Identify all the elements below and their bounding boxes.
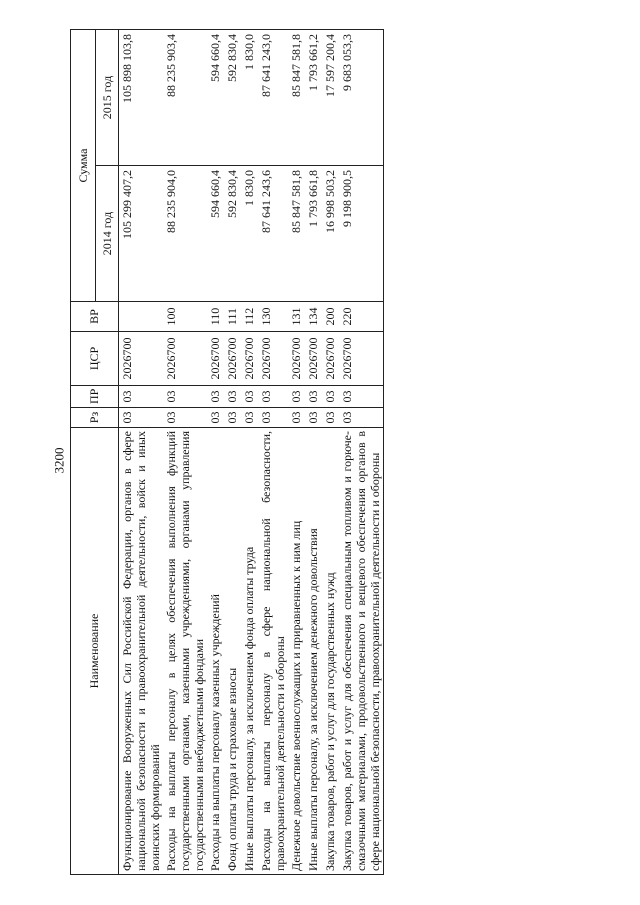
row-name: Расходы на выплаты персоналу казенных учреждений (207, 428, 224, 875)
row-2015: 1 793 661,2 (305, 29, 322, 165)
row-2015: 594 660,4 (207, 29, 224, 165)
table-row (322, 29, 339, 874)
row-2014: 592 830,4 (224, 166, 241, 302)
row-2015: 17 597 200,4 (322, 29, 339, 165)
header-rz: Рз (71, 408, 119, 428)
row-pr: 03 (322, 386, 339, 408)
row-pr: 03 (207, 386, 224, 408)
row-csr: 2026700 (119, 332, 164, 386)
row-name: Расходы на выплаты персоналу в целях обеспечения выполнения функций государственными органами, казенными учреждениями, органами управления государственными внебюджетными фондами (163, 428, 207, 875)
budget-table (70, 29, 384, 875)
row-2014: 87 641 243,6 (258, 166, 288, 302)
row-2015: 1 830,0 (241, 29, 258, 165)
row-2015: 9 683 053,3 (339, 29, 384, 165)
row-2014: 16 998 503,2 (322, 166, 339, 302)
row-vr: 134 (305, 302, 322, 332)
row-pr: 03 (241, 386, 258, 408)
row-name: Функционирование Вооруженных Сил Российской Федерации, органов в сфере национальной безопасности и правоохранительной деятельности, войск и иных воинских формирований (119, 428, 164, 875)
row-rz: 03 (339, 408, 384, 428)
row-vr: 112 (241, 302, 258, 332)
row-csr: 2026700 (207, 332, 224, 386)
row-vr: 200 (322, 302, 339, 332)
row-2015: 592 830,4 (224, 29, 241, 165)
table-row (224, 29, 241, 874)
header-sum: Сумма (71, 29, 96, 301)
row-2015: 105 898 103,8 (119, 29, 164, 165)
row-pr: 03 (119, 386, 164, 408)
rotated-page (70, 30, 615, 875)
header-vr: ВР (71, 302, 119, 332)
header-name: Наименование (71, 428, 119, 875)
row-name: Закупка товаров, работ и услуг для обеспечения специальным топливом и горюче-смазочными материалами, продовольственного и вещевого обеспечения органов в сфере национальной безопасности, правоохранительной деятельности и обороны (339, 428, 384, 875)
table-row (258, 29, 288, 874)
table-row (207, 29, 224, 874)
row-vr: 130 (258, 302, 288, 332)
row-csr: 2026700 (339, 332, 384, 386)
header-row (71, 29, 96, 874)
header-2014: 2014 год (96, 166, 119, 302)
row-2014: 85 847 581,8 (288, 166, 305, 302)
row-2014: 105 299 407,2 (119, 166, 164, 302)
row-rz: 03 (288, 408, 305, 428)
row-csr: 2026700 (163, 332, 207, 386)
table-row (339, 29, 384, 874)
table-row (119, 29, 164, 874)
header-2015: 2015 год (96, 29, 119, 165)
row-name: Денежное довольствие военнослужащих и приравненных к ним лиц (288, 428, 305, 875)
row-pr: 03 (288, 386, 305, 408)
row-pr: 03 (163, 386, 207, 408)
row-rz: 03 (224, 408, 241, 428)
table-row (305, 29, 322, 874)
row-2014: 9 198 900,5 (339, 166, 384, 302)
row-rz: 03 (322, 408, 339, 428)
row-csr: 2026700 (258, 332, 288, 386)
row-csr: 2026700 (241, 332, 258, 386)
row-pr: 03 (339, 386, 384, 408)
row-rz: 03 (207, 408, 224, 428)
row-name: Расходы на выплаты персоналу в сфере национальной безопасности, правоохранительной деятельности и обороны (258, 428, 288, 875)
row-vr: 131 (288, 302, 305, 332)
row-rz: 03 (163, 408, 207, 428)
page-number: 3200 (51, 447, 67, 473)
row-vr: 100 (163, 302, 207, 332)
row-2015: 88 235 903,4 (163, 29, 207, 165)
row-pr: 03 (258, 386, 288, 408)
row-vr: 111 (224, 302, 241, 332)
row-pr: 03 (224, 386, 241, 408)
row-2015: 87 641 243,0 (258, 29, 288, 165)
row-vr (119, 302, 164, 332)
row-csr: 2026700 (224, 332, 241, 386)
row-csr: 2026700 (305, 332, 322, 386)
row-2014: 1 793 661,8 (305, 166, 322, 302)
row-csr: 2026700 (288, 332, 305, 386)
row-name: Иные выплаты персоналу, за исключением фонда оплаты труда (241, 428, 258, 875)
row-rz: 03 (119, 408, 164, 428)
row-name: Иные выплаты персоналу, за исключением денежного довольствия (305, 428, 322, 875)
row-2015: 85 847 581,8 (288, 29, 305, 165)
row-2014: 88 235 904,0 (163, 166, 207, 302)
row-vr: 110 (207, 302, 224, 332)
row-name: Фонд оплаты труда и страховые взносы (224, 428, 241, 875)
table-row (241, 29, 258, 874)
header-csr: ЦСР (71, 332, 119, 386)
header-pr: ПР (71, 386, 119, 408)
row-pr: 03 (305, 386, 322, 408)
row-name: Закупка товаров, работ и услуг для государственных нужд (322, 428, 339, 875)
row-rz: 03 (241, 408, 258, 428)
row-rz: 03 (305, 408, 322, 428)
table-row (163, 29, 207, 874)
row-vr: 220 (339, 302, 384, 332)
row-csr: 2026700 (322, 332, 339, 386)
row-2014: 594 660,4 (207, 166, 224, 302)
table-row (288, 29, 305, 874)
row-rz: 03 (258, 408, 288, 428)
row-2014: 1 830,0 (241, 166, 258, 302)
